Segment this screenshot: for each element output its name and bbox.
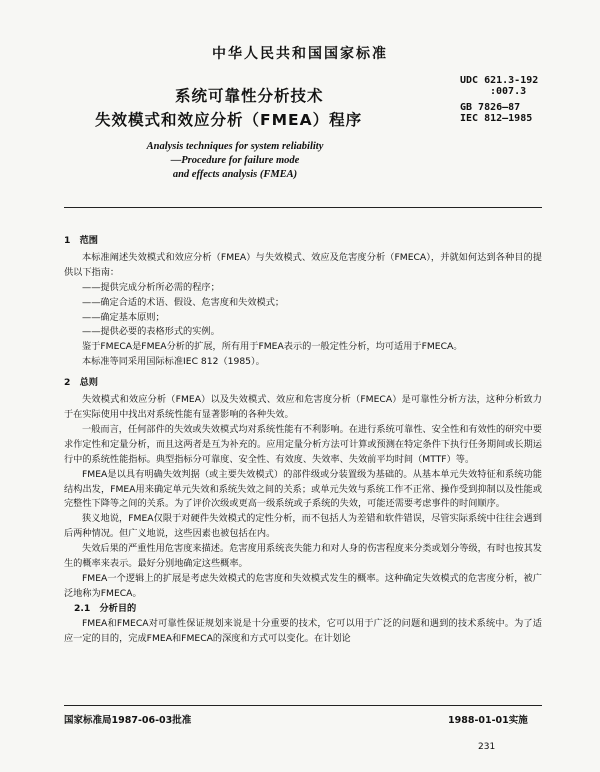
english-title-line1: Analysis techniques for system reliability	[146, 141, 324, 152]
section2-paragraph: FMEA一个逻辑上的扩展是考虑失效模式的危害度和失效模式发生的概率。这种确定失效模式的危害度分析，被广泛地称为FMECA。	[64, 572, 542, 599]
udc-code-line2: :007.3	[490, 86, 527, 97]
section1-heading: 1 范围	[64, 235, 98, 246]
header-divider	[64, 207, 542, 208]
subsection-heading: 2.1 分析目的	[74, 602, 137, 614]
list-item: ——确定基本原则；	[82, 311, 165, 323]
list-item: ——提供必要的表格形式的实例。	[82, 326, 220, 338]
section1-paragraph: 鉴于FMECA是FMEA分析的扩展，所有用于FMEA表示的一般定性分析，均可适用于FMECA。	[82, 341, 463, 353]
section1-paragraph: 本标准等同采用国际标准IEC 812（1985）。	[82, 356, 265, 368]
section2-heading: 2 总则	[64, 377, 98, 389]
udc-code-line1: UDC 621.3-192	[460, 75, 539, 86]
english-title-line2: —Procedure for failure mode	[170, 155, 300, 166]
section2-paragraph: 失效模式和效应分析（FMEA）以及失效模式、效应和危害度分析（FMECA）是可靠性分析方法，这种分析致力于在实际使用中找出对系统性能有显著影响的各种失效。	[64, 394, 542, 420]
list-item: ——提供完成分析所必需的程序；	[82, 281, 220, 293]
section2-paragraph: 狭义地说，FMEA仅限于对硬件失效模式的定性分析，而不包括人为差错和软件错误，尽管实际系统中往往会遇到后两种情况。但广义地说，这些因素也被包括在内。	[64, 513, 542, 540]
section1-paragraph: 本标准阐述失效模式和效应分析（FMEA）与失效模式、效应及危害度分析（FMECA），并就如何达到各种目的提供以下指南：	[64, 251, 542, 278]
approval-date: 国家标准局1987-06-03批准	[64, 715, 192, 726]
chinese-title-line1: 系统可靠性分析技术	[175, 87, 324, 105]
issuing-authority: 中华人民共和国国家标准	[212, 46, 388, 62]
gb-code: GB 7826—87	[460, 102, 521, 113]
section2-paragraph: FMEA是以具有明确失效判据（或主要失效模式）的部件级或分装置级为基础的。从基本单元失效特征和系统功能结构出发，FMEA用来确定单元失效和系统失效之间的关系；或单元失效与系统工作不正常、操作受到抑制以及性能或完整性下降等之间的关系。为了评价次级或更高一级系统或子系统的失效，可能还需要考虑事件的时间顺序。	[64, 468, 542, 510]
list-item: ——确定合适的术语、假设、危害度和失效模式；	[82, 296, 285, 308]
iec-code: IEC 812—1985	[460, 113, 533, 124]
chinese-title-line2: 失效模式和效应分析（FMEA）程序	[95, 111, 363, 129]
footer-divider	[64, 705, 542, 706]
effective-date: 1988-01-01实施	[448, 715, 528, 726]
english-title-line3: and effects analysis (FMEA)	[172, 169, 298, 180]
section2-paragraph: 一般而言，任何部件的失效或失效模式均对系统性能有不利影响。在进行系统可靠性、安全性和有效性的研究中要求作定性和定量分析，而且这两者是互为补充的。应用定量分析方法可计算或预测在特定条件下执行任务期间或长期运行中的系统性能指标。典型指标分可靠度、安全性、有效度、失效率、失效前平均时间（MTTF）等。	[64, 423, 542, 465]
page-number: 231	[478, 742, 496, 752]
section2-paragraph: 失效后果的严重性用危害度来描述。危害度用系统丧失能力和对人身的伤害程度来分类或划分等级，有时也按其发生的概率来表示。最好分别地确定这些概率。	[64, 543, 542, 570]
subsection-paragraph: FMEA和FMECA对可靠性保证规划来说是十分重要的技术，它可以用于广泛的问题和遇到的技术系统中。为了适应一定的目的，完成FMEA和FMECA的深度和方式可以变化。在计划论	[64, 617, 542, 644]
document-body	[64, 232, 542, 646]
